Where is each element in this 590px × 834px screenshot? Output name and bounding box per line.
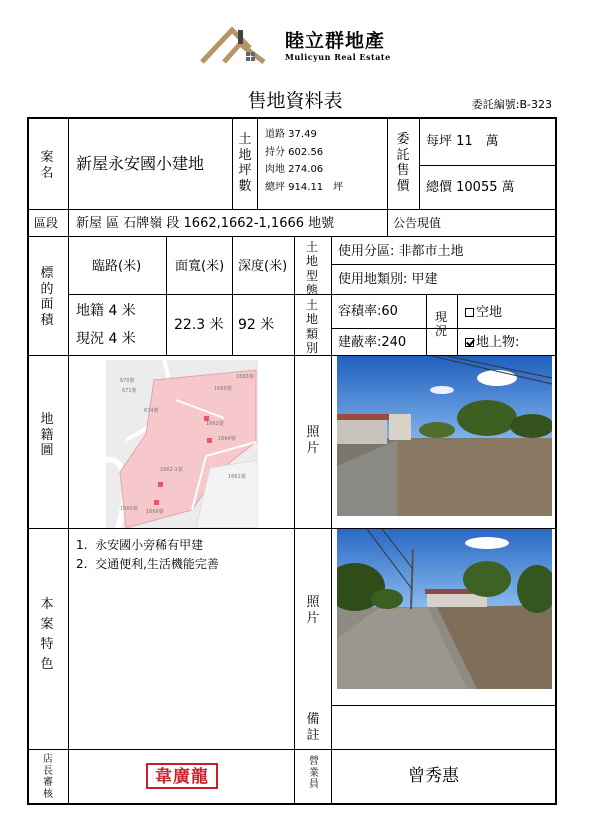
usage-zone: 使用分區: 非都市土地 bbox=[338, 244, 464, 259]
case-name-label: 案名 bbox=[40, 150, 54, 181]
photo-label-1: 照片 bbox=[306, 425, 320, 456]
land-area-label: 土地坪數 bbox=[238, 132, 252, 194]
land-form-label: 土地型態 bbox=[305, 240, 318, 298]
manager-review-label: 店長審核 bbox=[43, 754, 53, 800]
section-label: 區段 bbox=[34, 216, 59, 230]
company-name-en: Mulicyun Real Estate bbox=[285, 52, 391, 62]
agent-label: 營業員 bbox=[309, 756, 319, 790]
features-label: 本案特色 bbox=[40, 597, 54, 673]
status-label: 現況 bbox=[434, 310, 447, 339]
svg-text:1665號: 1665號 bbox=[214, 386, 232, 392]
site-photo-2 bbox=[337, 529, 552, 689]
svg-text:1661號: 1661號 bbox=[228, 474, 246, 480]
area-share: 持分 602.56 bbox=[265, 146, 324, 158]
area-total: 總坪 914.11 坪 bbox=[265, 181, 344, 193]
svg-text:1662號: 1662號 bbox=[206, 421, 224, 427]
area-road: 道路 37.49 bbox=[265, 129, 317, 140]
photo-label-2: 照片 bbox=[306, 595, 320, 626]
cadastral-map bbox=[106, 360, 258, 528]
feature-item-1: 1. 永安國小旁稀有甲建 bbox=[76, 538, 204, 552]
agent-name: 曾秀惠 bbox=[408, 766, 459, 786]
company-name-zh: 睦立群地產 bbox=[285, 30, 386, 52]
land-area-list bbox=[265, 126, 343, 196]
area-net: 肉地 274.06 bbox=[265, 164, 324, 175]
vacant-checkbox[interactable] bbox=[465, 308, 474, 317]
total-price: 總價 10055 萬 bbox=[426, 180, 515, 195]
section-value: 新屋 區 石牌嶺 段 1662,1662-1,1666 地號 bbox=[76, 216, 335, 231]
svg-text:671號: 671號 bbox=[122, 388, 137, 394]
cadastral-road: 地籍 4 米 bbox=[76, 303, 136, 319]
case-name: 新屋永安國小建地 bbox=[76, 154, 205, 173]
remarks-label: 備註 bbox=[306, 712, 320, 743]
usage-category: 使用地類別: 甲建 bbox=[338, 272, 438, 287]
svg-text:1663號: 1663號 bbox=[236, 374, 254, 380]
cadastral-map-label: 地籍圖 bbox=[40, 412, 54, 459]
site-photo-1 bbox=[337, 356, 552, 516]
feature-item-2: 2. 交通便利,生活機能完善 bbox=[76, 557, 219, 572]
floor-area-ratio: 容積率:60 bbox=[338, 304, 398, 319]
price-label: 委託售價 bbox=[396, 132, 410, 194]
vacant-option[interactable]: 空地 bbox=[465, 305, 502, 321]
target-area-label: 標的面積 bbox=[40, 266, 54, 328]
svg-text:1666號: 1666號 bbox=[146, 509, 164, 515]
svg-text:1664號: 1664號 bbox=[218, 436, 236, 442]
building-coverage-ratio: 建蔽率:240 bbox=[338, 335, 407, 350]
unit-price: 每坪 11 萬 bbox=[426, 134, 499, 149]
reference-number: 委託編號:B-323 bbox=[471, 98, 552, 111]
announced-value-label: 公告現值 bbox=[393, 216, 442, 230]
structure-checkbox[interactable] bbox=[465, 338, 474, 347]
width-header: 面寬(米) bbox=[175, 259, 225, 274]
features-list bbox=[76, 536, 219, 574]
svg-text:1662-1號: 1662-1號 bbox=[160, 467, 183, 473]
svg-text:1660號: 1660號 bbox=[120, 506, 138, 512]
current-road: 現況 4 米 bbox=[76, 331, 136, 347]
road-frontage-header: 臨路(米) bbox=[92, 259, 142, 274]
page-title: 售地資料表 bbox=[247, 90, 343, 112]
depth-value: 92 米 bbox=[238, 317, 275, 333]
house-logo-icon bbox=[198, 22, 278, 66]
svg-text:674號: 674號 bbox=[144, 408, 159, 414]
structure-option[interactable]: 地上物: bbox=[465, 335, 519, 351]
parcel-label: 670號 bbox=[120, 378, 135, 384]
manager-stamp: 韋廣龍 bbox=[146, 763, 218, 789]
depth-header: 深度(米) bbox=[238, 259, 288, 274]
width-value: 22.3 米 bbox=[174, 317, 224, 333]
land-type-label: 土地類別 bbox=[305, 298, 318, 356]
